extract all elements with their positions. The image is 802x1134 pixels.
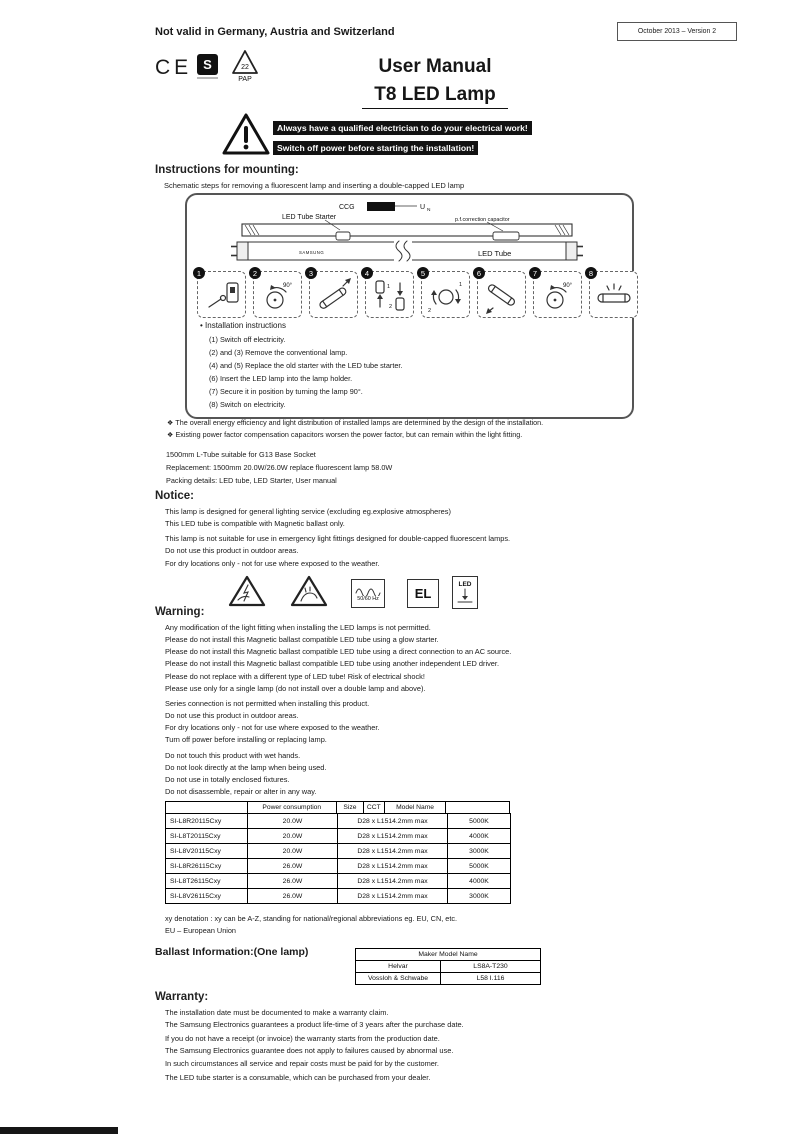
mounting-notes	[167, 417, 543, 442]
warning-line: Do not use in totally enclosed fixtures.	[165, 774, 290, 784]
sine-wave-glyph	[355, 586, 381, 596]
step-number-badge: 6	[473, 267, 485, 279]
table-row	[356, 973, 541, 985]
table-footnote-2: EU – European Union	[165, 926, 236, 935]
product-table-header	[165, 801, 510, 814]
sub-label-2: 2	[388, 303, 392, 310]
pap-label: PAP	[238, 76, 252, 83]
power-cell: 26.0W	[248, 859, 338, 874]
page-subtitle: T8 LED Lamp	[362, 84, 507, 109]
step-number-badge: 2	[249, 267, 261, 279]
model-cell: SI-L8R20115Cxy	[166, 814, 248, 829]
install-step: (4) and (5) Replace the old starter with the LED tube starter.	[209, 361, 403, 370]
warranty-heading: Warranty:	[155, 991, 209, 1003]
warning-line: Do not touch this product with wet hands.	[165, 750, 301, 760]
ce-mark-icon: CE	[155, 56, 193, 79]
step-number-badge: 1	[193, 267, 205, 279]
notice-line: Do not use this product in outdoor areas.	[165, 546, 299, 556]
deg-label: 90°	[562, 282, 572, 289]
warning-line: Do not disassemble, repair or alter in any way.	[165, 787, 317, 797]
insert-starter-icon	[426, 276, 466, 314]
ccg-label: CCG	[339, 204, 355, 211]
rotate-90-icon	[538, 276, 578, 314]
size-cell: D28 x L1514.2mm max	[338, 874, 448, 889]
warning-line: Do not use this product in outdoor areas.	[165, 711, 299, 721]
table-row	[166, 829, 511, 844]
power-cell: 20.0W	[248, 844, 338, 859]
warning-line: Please do not replace with a different type of LED tube! Risk of electrical shock!	[165, 671, 425, 681]
note-line: ❖ The overall energy efficiency and light distribution of installed lamps are determined by the design of the installation.	[167, 418, 544, 427]
warning-line: Series connection is not permitted when installing this product.	[165, 698, 370, 708]
page-edge-artifact	[0, 1127, 118, 1134]
warning-line: Please do not install this Magnetic ballast compatible LED tube using a glow starter.	[165, 635, 439, 645]
mounting-heading: Instructions for mounting:	[155, 164, 299, 176]
warning-lines	[165, 622, 511, 798]
step-box-4	[364, 268, 414, 318]
warranty-line: In such circumstances all service and repair costs must be paid for by the customer.	[165, 1058, 439, 1068]
install-step: (7) Secure it in position by turning the lamp 90°.	[209, 387, 363, 396]
warning-line: For dry locations only - not for use where exposed to the weather.	[165, 723, 380, 733]
remove-tube-icon	[314, 276, 354, 314]
model-cell: SI-L8T20115Cxy	[166, 829, 248, 844]
sub-label-1: 1	[386, 283, 390, 290]
cct-cell: 4000K	[448, 829, 511, 844]
size-cell: D28 x L1514.2mm max	[338, 859, 448, 874]
s-mark-letter: S	[197, 54, 218, 75]
product-table	[165, 801, 511, 904]
recycle-pap-icon	[231, 49, 259, 88]
step-number-badge: 3	[305, 267, 317, 279]
el-mark-icon	[407, 579, 439, 608]
install-step: (1) Switch off electricity.	[209, 335, 286, 344]
notice-heading: Notice:	[155, 490, 194, 502]
step-box-8	[588, 268, 638, 318]
notice-line: This lamp is not suitable for use in emergency light fittings designed for double-capped fluorescent lamps.	[165, 534, 511, 544]
table-row	[166, 874, 511, 889]
mains-subscript: N	[427, 208, 431, 213]
capacitor-label: p.f.correction capacitor	[455, 217, 510, 223]
step-number-badge: 7	[529, 267, 541, 279]
mounting-steps-row	[196, 268, 638, 318]
mains-label: U	[420, 204, 426, 211]
maker-cell: Vossloh & Schwabe	[356, 973, 441, 985]
s-mark-caption	[197, 77, 218, 79]
size-cell: D28 x L1514.2mm max	[338, 889, 448, 904]
warning-heading: Warning:	[155, 606, 205, 618]
table-row	[356, 961, 541, 973]
notice-line: This lamp is designed for general lighting service (excluding eg.explosive atmospheres)	[165, 507, 451, 516]
page-title: User Manual	[378, 56, 492, 77]
fixture-diagram-graphic	[187, 198, 628, 270]
warning-line: Any modification of the light fitting when installing the LED lamps is not permitted.	[165, 623, 431, 632]
model-cell: SI-L8V26115Cxy	[166, 889, 248, 904]
s-mark-icon	[197, 54, 218, 79]
sub-label-2: 2	[427, 307, 431, 314]
size-cell: D28 x L1514.2mm max	[338, 814, 448, 829]
step-box-3	[308, 268, 358, 318]
install-step: (6) Insert the LED lamp into the lamp holder.	[209, 374, 353, 383]
el-mark-label: EL	[414, 586, 432, 601]
warranty-lines	[165, 1007, 464, 1084]
starter-label: LED Tube Starter	[282, 214, 337, 221]
header-cell-blank	[166, 802, 248, 813]
ballast-model-cell: LS8A-T230	[441, 961, 541, 973]
deg-label: 90°	[282, 282, 292, 289]
spec-line: Replacement: 1500mm 20.0W/26.0W replace fluorescent lamp 58.0W	[166, 463, 393, 472]
mounting-subheading: Schematic steps for removing a fluorescent lamp and inserting a double-capped LED lamp	[164, 181, 465, 190]
switch-off-icon	[202, 276, 242, 314]
tube-label: LED Tube	[478, 249, 512, 258]
warning-line: Please do not install this Magnetic ballast compatible LED tube using a direct connection to an AC source.	[165, 647, 512, 657]
down-arrow-glyph	[456, 588, 474, 604]
cct-cell: 3000K	[448, 844, 511, 859]
header-cell-blank	[446, 802, 509, 813]
replace-starter-icon	[370, 276, 410, 314]
cct-cell: 3000K	[448, 889, 511, 904]
warranty-line: The Samsung Electronics guarantee does not apply to failures caused by abnormal use.	[165, 1046, 454, 1056]
switch-on-icon	[594, 276, 634, 314]
ballast-table	[355, 948, 541, 985]
table-row	[166, 889, 511, 904]
table-row	[166, 859, 511, 874]
product-specs	[166, 448, 392, 487]
install-step: (2) and (3) Remove the conventional lamp.	[209, 348, 348, 357]
warning-triangle-icon	[221, 111, 271, 157]
electric-shock-warning-icon	[227, 574, 267, 608]
rotate-90-icon	[258, 276, 298, 314]
power-cell: 26.0W	[248, 874, 338, 889]
maker-cell: Helvar	[356, 961, 441, 973]
led-mark-label: LED	[458, 581, 472, 588]
step-number-badge: 8	[585, 267, 597, 279]
notice-lines	[165, 506, 510, 570]
warning-line: Please use only for a single lamp (do not install over a double lamp and above).	[165, 683, 426, 693]
warning-line: Do not look directly at the lamp when being used.	[165, 762, 327, 772]
warranty-line: The Samsung Electronics guarantees a product life-time of 3 years after the purchase date.	[165, 1020, 464, 1030]
install-step: (8) Switch on electricity.	[209, 400, 286, 409]
step-box-6	[476, 268, 526, 318]
step-box-7	[532, 268, 582, 318]
warranty-line: The LED tube starter is a consumable, which can be purchased from your dealer.	[165, 1072, 431, 1082]
frequency-icon	[351, 579, 385, 608]
safety-line-1: Always have a qualified electrician to do your electrical work!	[273, 121, 532, 135]
led-mark-icon	[452, 576, 478, 609]
spec-line: Packing details: LED tube, LED Starter, User manual	[166, 476, 337, 485]
frequency-label: 50/60 Hz	[357, 595, 379, 602]
header-cell-size: Size	[337, 802, 364, 813]
ballast-heading: Ballast Information:(One lamp)	[155, 946, 309, 958]
warning-line: Please do not install this Magnetic ballast compatible LED tube using another independent LED driver.	[165, 659, 500, 669]
install-instructions	[200, 321, 402, 411]
regional-notice: Not valid in Germany, Austria and Switzerland	[155, 26, 395, 38]
step-box-1	[196, 268, 246, 318]
model-cell: SI-L8R26115Cxy	[166, 859, 248, 874]
safety-note	[273, 118, 532, 158]
safety-line-2: Switch off power before starting the installation!	[273, 141, 478, 155]
step-box-2	[252, 268, 302, 318]
cct-cell: 5000K	[448, 859, 511, 874]
step-box-5	[420, 268, 470, 318]
notice-line: This LED tube is compatible with Magnetic ballast only.	[165, 519, 345, 529]
table-row	[166, 844, 511, 859]
table-footnote-1: xy denotation : xy can be A-Z, standing for national/regional abbreviations eg. EU, CN, etc.	[165, 914, 458, 923]
tube-brand-label: SAMSUNG	[299, 250, 325, 255]
sub-label-1: 1	[458, 281, 462, 288]
header-cell-cct: CCT	[364, 802, 385, 813]
power-cell: 20.0W	[248, 814, 338, 829]
step-number-badge: 5	[417, 267, 429, 279]
notice-line: For dry locations only - not for use where exposed to the weather.	[165, 558, 380, 568]
spec-line: 1500mm L-Tube suitable for G13 Base Socket	[166, 450, 316, 459]
power-cell: 26.0W	[248, 889, 338, 904]
warning-line: Turn off power before installing or replacing lamp.	[165, 735, 327, 745]
do-not-touch-warning-icon	[289, 574, 329, 608]
model-cell: SI-L8T26115Cxy	[166, 874, 248, 889]
install-instructions-title: • Installation instructions	[200, 321, 286, 330]
table-row	[166, 814, 511, 829]
step-number-badge: 4	[361, 267, 373, 279]
pap-number: 22	[241, 64, 249, 71]
model-cell: SI-L8V20115Cxy	[166, 844, 248, 859]
header-cell-power: Power consumption	[248, 802, 337, 813]
power-cell: 20.0W	[248, 829, 338, 844]
header-cell-model: Model Name	[385, 802, 447, 813]
cct-cell: 5000K	[448, 814, 511, 829]
cct-cell: 4000K	[448, 874, 511, 889]
ballast-table-header: Maker Model Name	[356, 949, 541, 961]
wiring-diagram	[185, 193, 634, 419]
size-cell: D28 x L1514.2mm max	[338, 829, 448, 844]
insert-tube-icon	[482, 276, 522, 314]
title-block	[307, 56, 563, 109]
version-box: October 2013 – Version 2	[617, 22, 737, 41]
table-row	[356, 949, 541, 961]
warranty-line: The installation date must be documented to make a warranty claim.	[165, 1008, 389, 1017]
note-line: ❖ Existing power factor compensation capacitors worsen the power factor, but can remain within the light fitting.	[167, 430, 523, 440]
ballast-model-cell: L58 I.116	[441, 973, 541, 985]
size-cell: D28 x L1514.2mm max	[338, 844, 448, 859]
warranty-line: If you do not have a receipt (or invoice) the warranty starts from the production date.	[165, 1034, 440, 1044]
